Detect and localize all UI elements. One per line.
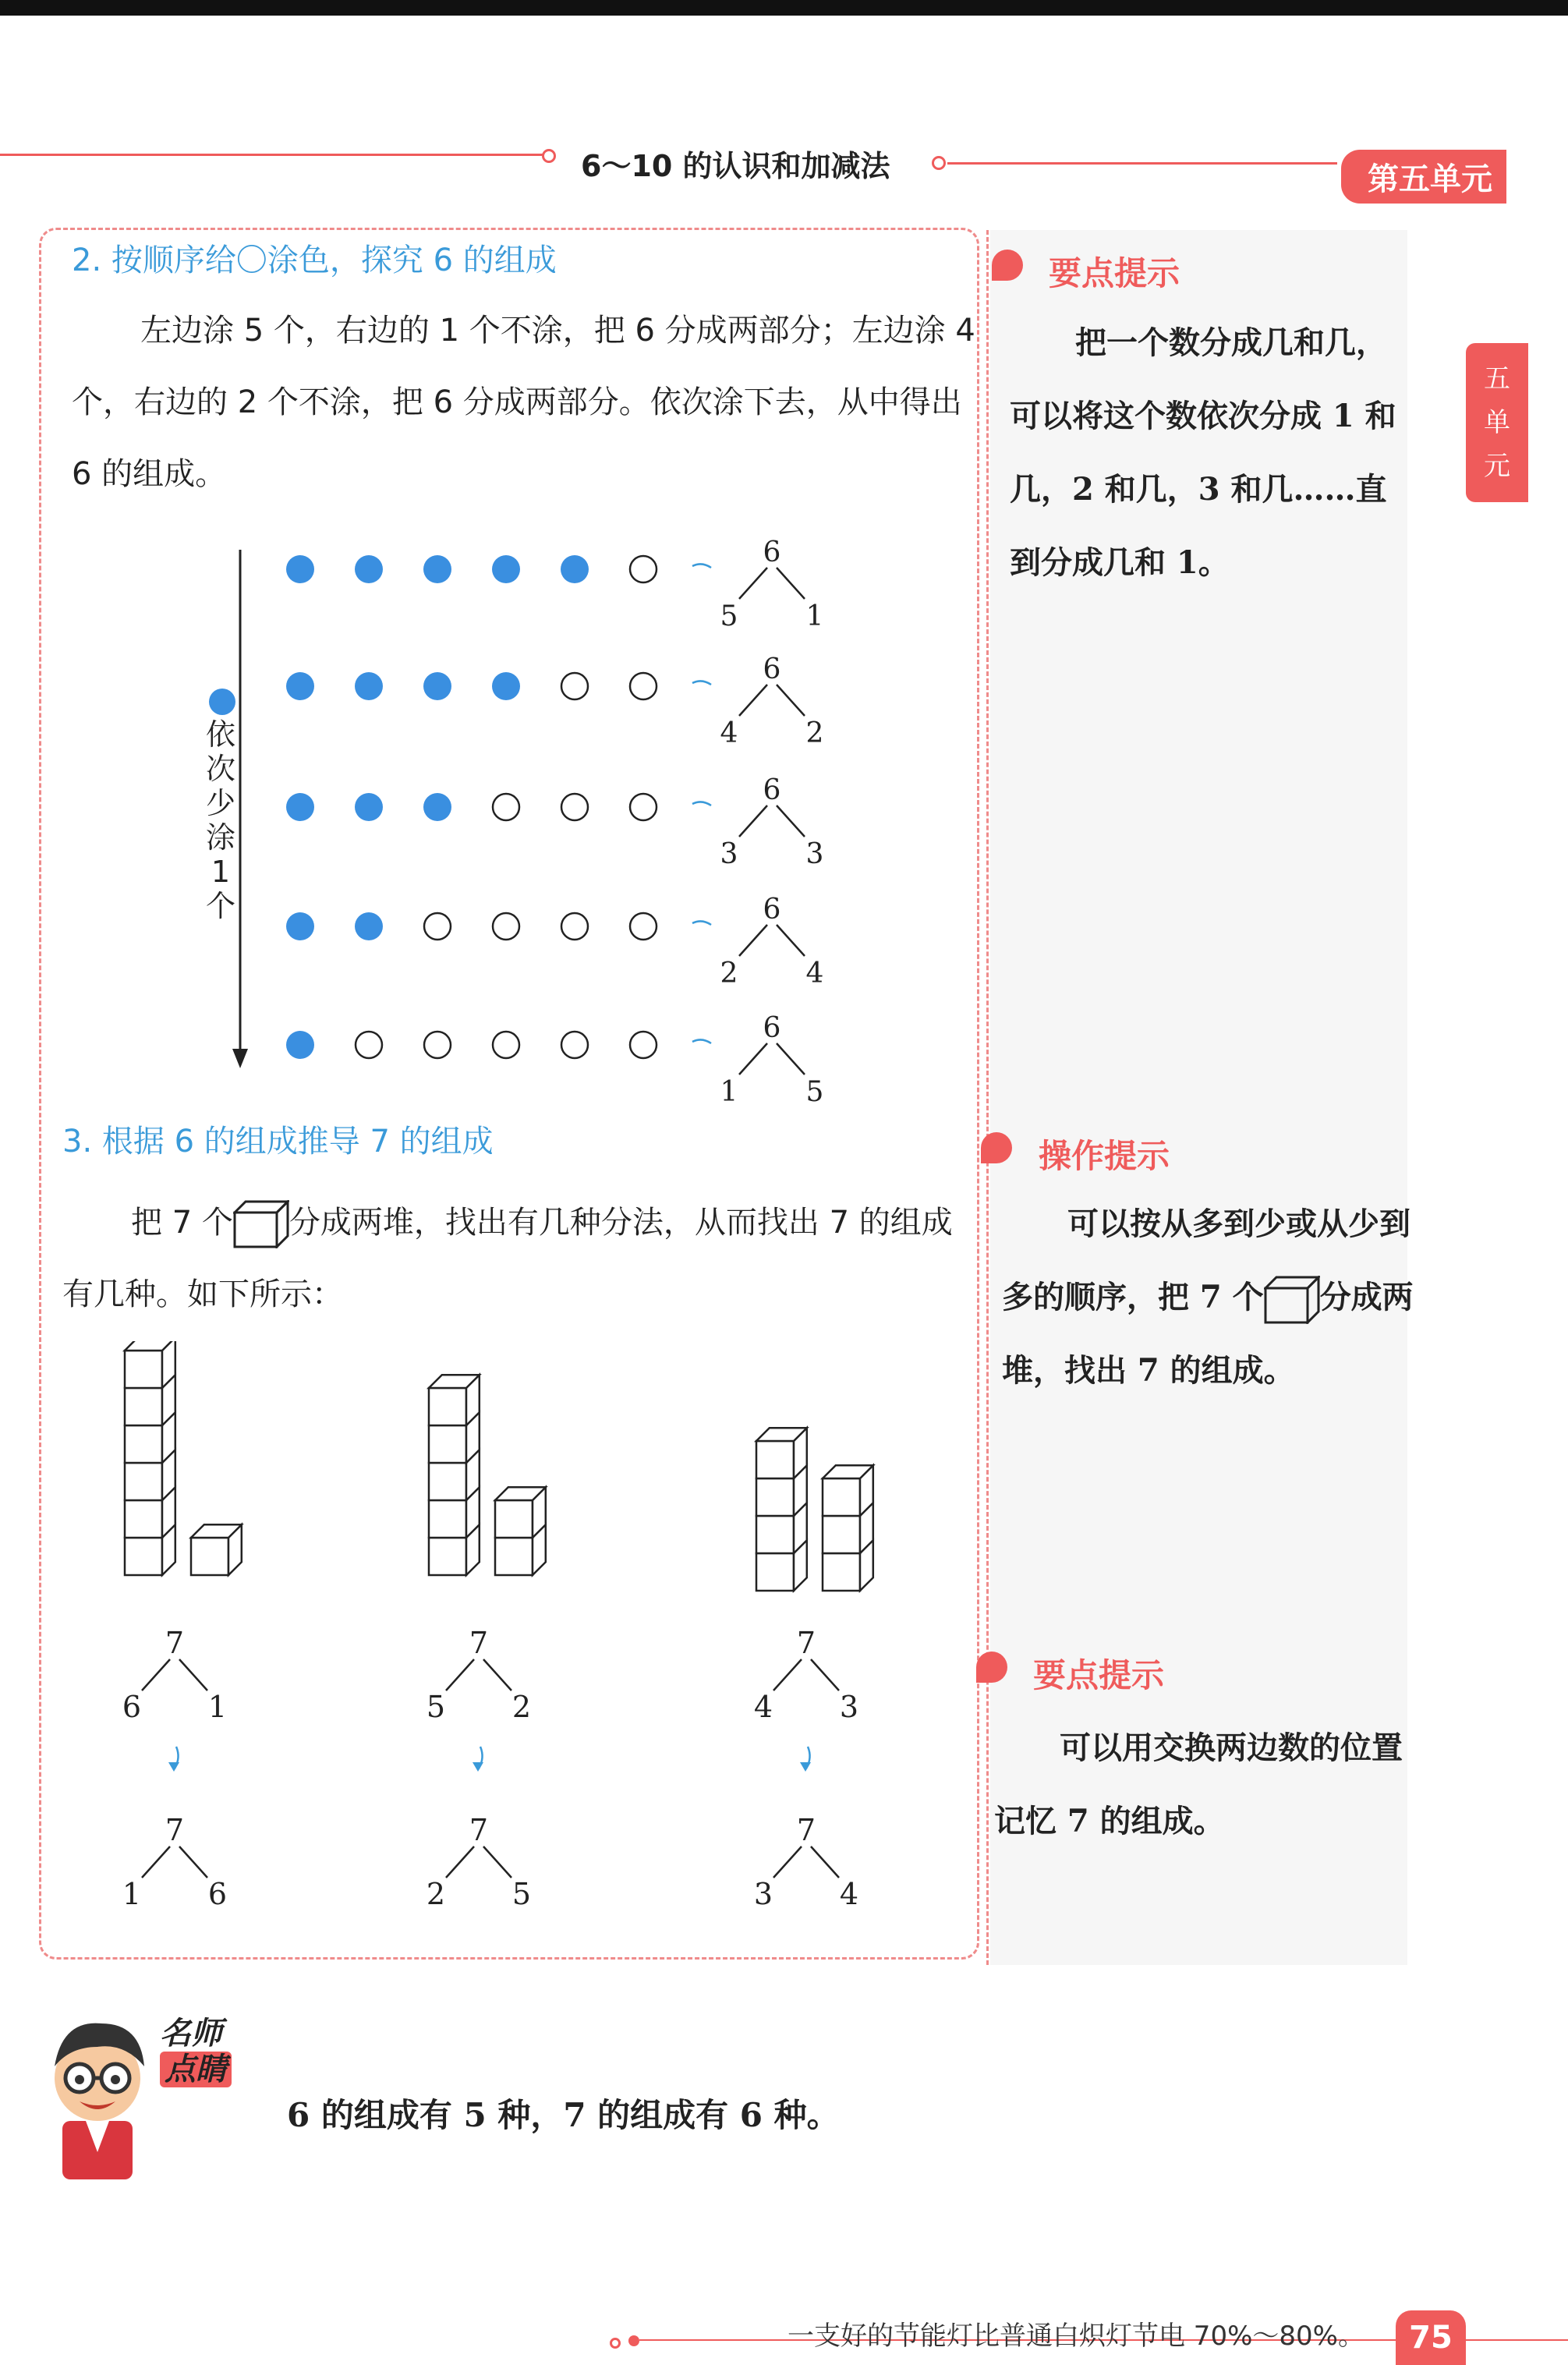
empty-dot <box>630 556 657 582</box>
cube-face <box>756 1478 794 1516</box>
tree-branch-right <box>179 1659 207 1691</box>
tip2-heading: 操作提示 <box>1039 1137 1170 1175</box>
tree-left: 2 <box>720 958 738 990</box>
filled-dot <box>355 672 383 700</box>
cube-face <box>125 1425 162 1463</box>
tree-branch-right <box>483 1846 511 1878</box>
cube-face <box>429 1538 466 1575</box>
composition-trees <box>720 536 824 1107</box>
empty-dot <box>356 1032 382 1058</box>
filled-dot <box>423 793 451 821</box>
tip2-body-a: 可以按从多到少或从少到多的顺序，把 7 个 <box>1002 1206 1410 1315</box>
tree-right: 4 <box>839 1877 859 1911</box>
tree-right: 5 <box>511 1877 532 1911</box>
tree-branch-right <box>483 1659 511 1691</box>
cube-face <box>756 1553 794 1591</box>
tree-left: 3 <box>753 1877 773 1911</box>
tree-branch-left <box>739 925 767 956</box>
tree-top: 6 <box>763 536 781 568</box>
cube-face <box>756 1516 794 1553</box>
arrow-head <box>232 1049 248 1068</box>
footer-dot-small <box>610 2338 621 2349</box>
unit-tab: 第五单元 <box>1341 150 1506 204</box>
empty-dot <box>630 1032 657 1058</box>
filled-dot <box>286 912 314 940</box>
composition-tree <box>754 1813 858 1911</box>
tip1-heading: 要点提示 <box>1049 254 1180 292</box>
cube-face <box>495 1538 533 1575</box>
tree-right: 5 <box>805 1076 824 1107</box>
cube-face <box>125 1538 162 1575</box>
cube-face <box>125 1463 162 1500</box>
row-connector <box>692 681 711 685</box>
tree-left: 5 <box>720 600 738 632</box>
tree-branch-right <box>777 568 805 599</box>
empty-dot <box>424 913 451 940</box>
cube-face <box>823 1516 860 1553</box>
row-connector <box>692 921 711 925</box>
tree-top: 7 <box>469 1813 489 1847</box>
tree-branch-left <box>446 1846 474 1878</box>
header-rule-right <box>947 162 1337 165</box>
six-composition-diagram <box>187 530 889 1107</box>
filled-dot <box>286 555 314 583</box>
side-tab-char: 单 <box>1484 407 1510 438</box>
filled-dot <box>286 672 314 700</box>
filled-dot <box>492 555 520 583</box>
cube-face <box>495 1500 533 1538</box>
filled-dot <box>355 793 383 821</box>
teacher-avatar <box>31 2004 172 2183</box>
tree-branch-right <box>777 805 805 837</box>
cube-face <box>823 1478 860 1516</box>
tree-left: 2 <box>426 1877 446 1911</box>
tree-top: 7 <box>165 1813 185 1847</box>
tree-top: 6 <box>763 653 781 685</box>
dot-rows <box>286 555 711 1059</box>
tree-branch-right <box>777 925 805 956</box>
tip3-bubble-icon <box>976 1652 1007 1683</box>
tree-left: 1 <box>122 1877 142 1911</box>
cube-face <box>429 1500 466 1538</box>
empty-dot <box>493 913 519 940</box>
tree-right: 1 <box>207 1690 228 1724</box>
teacher-badge-line2: 点睛 <box>160 2052 232 2087</box>
tree-branch-right <box>811 1846 839 1878</box>
tip1-body: 把一个数分成几和几，可以将这个数依次分成 1 和几，2 和几，3 和几……直到分成几和 1。 <box>1010 324 1396 581</box>
empty-dot <box>561 1032 588 1058</box>
arrow-label-char: 少 <box>205 786 235 820</box>
tree-right: 3 <box>839 1690 859 1724</box>
composition-tree <box>427 1626 531 1724</box>
teacher-note: 6 的组成有 5 种，7 的组成有 6 种。 <box>287 2096 840 2134</box>
row-connector <box>692 1039 711 1043</box>
tree-branch-right <box>179 1846 207 1878</box>
tree-right: 3 <box>805 838 824 870</box>
tree-branch-left <box>142 1846 170 1878</box>
filled-dot <box>492 672 520 700</box>
tree-left: 4 <box>753 1690 773 1724</box>
tip3-heading: 要点提示 <box>1033 1656 1165 1694</box>
tip3-body: 可以用交换两边数的位置记忆 7 的组成。 <box>994 1729 1403 1839</box>
filled-dot <box>561 555 589 583</box>
composition-tree <box>720 536 824 632</box>
tree-top: 6 <box>763 1012 781 1044</box>
page-number: 75 <box>1396 2310 1466 2365</box>
header-rule-dot-left <box>542 149 556 163</box>
composition-tree <box>427 1813 531 1911</box>
row-connector <box>692 564 711 568</box>
down-arrow-head <box>800 1762 811 1772</box>
empty-dot <box>630 794 657 820</box>
section3-title: 3. 根据 6 的组成推导 7 的组成 <box>62 1124 494 1159</box>
arrow-label-char: 1 <box>211 855 231 889</box>
page-header-title: 6～10 的认识和加减法 <box>581 149 890 183</box>
filled-dot <box>355 555 383 583</box>
tree-branch-left <box>446 1659 474 1691</box>
tip2-bubble-icon <box>981 1132 1012 1163</box>
arrow-label-dot <box>209 689 235 715</box>
cube-face <box>191 1538 228 1575</box>
tree-right: 6 <box>207 1877 228 1911</box>
tree-top: 7 <box>165 1626 185 1660</box>
tree-top: 6 <box>763 774 781 806</box>
empty-dot <box>493 1032 519 1058</box>
tree-left: 4 <box>720 717 738 749</box>
filled-dot <box>286 1031 314 1059</box>
composition-tree <box>720 1012 824 1107</box>
tip1-bubble-icon <box>992 250 1023 281</box>
arrow-label-char: 涂 <box>205 820 235 855</box>
top-edge-band <box>0 0 1568 16</box>
empty-dot <box>561 794 588 820</box>
seven-trees <box>122 1626 858 1911</box>
teacher-badge-line1: 名师 <box>160 2016 222 2052</box>
empty-dot <box>630 913 657 940</box>
empty-dot <box>561 913 588 940</box>
cube-face <box>756 1441 794 1478</box>
arrow-label-char: 依 <box>205 717 235 752</box>
footer-dot <box>628 2335 639 2346</box>
tree-branch-right <box>777 685 805 716</box>
filled-dot <box>286 793 314 821</box>
filled-dot <box>423 672 451 700</box>
down-arrow-head <box>168 1762 179 1772</box>
cube-face <box>429 1463 466 1500</box>
cube-face <box>125 1351 162 1388</box>
tree-top: 7 <box>796 1813 816 1847</box>
composition-tree <box>122 1813 227 1911</box>
tree-branch-left <box>739 805 767 837</box>
tree-branch-left <box>739 685 767 716</box>
arrow-label-char: 个 <box>205 889 235 923</box>
composition-tree <box>720 894 824 990</box>
section3-text-a: 把 7 个 <box>131 1205 233 1241</box>
section3-text <box>62 1187 967 1330</box>
tree-branch-right <box>777 1043 805 1075</box>
tree-right: 2 <box>805 717 824 749</box>
tree-top: 7 <box>796 1626 816 1660</box>
tree-branch-right <box>811 1659 839 1691</box>
composition-tree <box>720 774 824 870</box>
tree-branch-left <box>142 1659 170 1691</box>
tree-branch-left <box>739 568 767 599</box>
cube-face <box>823 1553 860 1591</box>
cube-stacks <box>125 1341 873 1591</box>
tip2-body-b: 分成两堆，找出 7 的组成。 <box>1002 1279 1414 1389</box>
tree-left: 6 <box>122 1690 142 1724</box>
filled-dot <box>355 912 383 940</box>
section2-title: 2. 按顺序给〇涂色，探究 6 的组成 <box>72 243 557 278</box>
composition-tree <box>122 1626 227 1724</box>
seven-composition-diagram <box>47 1341 967 1949</box>
cube-face <box>429 1388 466 1425</box>
tree-right: 1 <box>805 600 824 632</box>
footer-fun-fact: 一支好的节能灯比普通白炽灯节电 70%～80%。 <box>788 2321 1364 2352</box>
empty-dot <box>424 1032 451 1058</box>
tree-branch-left <box>773 1846 802 1878</box>
tree-branch-left <box>773 1659 802 1691</box>
tip2-body <box>1002 1188 1415 1407</box>
tip-panel-divider <box>986 230 989 1965</box>
section2-text: 左边涂 5 个，右边的 1 个不涂，把 6 分成两部分；左边涂 4 个，右边的 2 个不涂，把 6 分成两部分。依次涂下去，从中得出 6 的组成。 <box>72 313 975 492</box>
arrow-label <box>201 717 240 923</box>
filled-dot <box>423 555 451 583</box>
side-unit-tab <box>1466 343 1528 502</box>
section3-text-b: 分成两堆，找出有几种分法，从而找出 7 的组成有几种。如下所示： <box>62 1205 953 1312</box>
cube-icon <box>233 1200 289 1248</box>
down-arrow-head <box>473 1762 483 1772</box>
tree-right: 2 <box>511 1690 532 1724</box>
tree-right: 4 <box>805 958 824 990</box>
header-rule-left <box>0 154 546 156</box>
header-rule-dot-right <box>932 156 946 170</box>
empty-dot <box>561 673 588 699</box>
empty-dot <box>630 673 657 699</box>
tree-top: 6 <box>763 894 781 926</box>
composition-tree <box>754 1626 858 1724</box>
side-tab-char: 五 <box>1484 363 1510 395</box>
teacher-badge <box>160 2016 232 2087</box>
cube-face <box>125 1388 162 1425</box>
row-connector <box>692 802 711 805</box>
arrow-label-char: 次 <box>205 752 235 786</box>
cube-face <box>429 1425 466 1463</box>
cube-icon <box>1264 1276 1320 1324</box>
tree-top: 7 <box>469 1626 489 1660</box>
tree-left: 3 <box>720 838 738 870</box>
tree-left: 5 <box>426 1690 446 1724</box>
composition-tree <box>720 653 824 749</box>
empty-dot <box>493 794 519 820</box>
tree-branch-left <box>739 1043 767 1075</box>
side-tab-char: 元 <box>1484 451 1510 482</box>
cube-face <box>125 1500 162 1538</box>
tree-left: 1 <box>720 1076 738 1107</box>
